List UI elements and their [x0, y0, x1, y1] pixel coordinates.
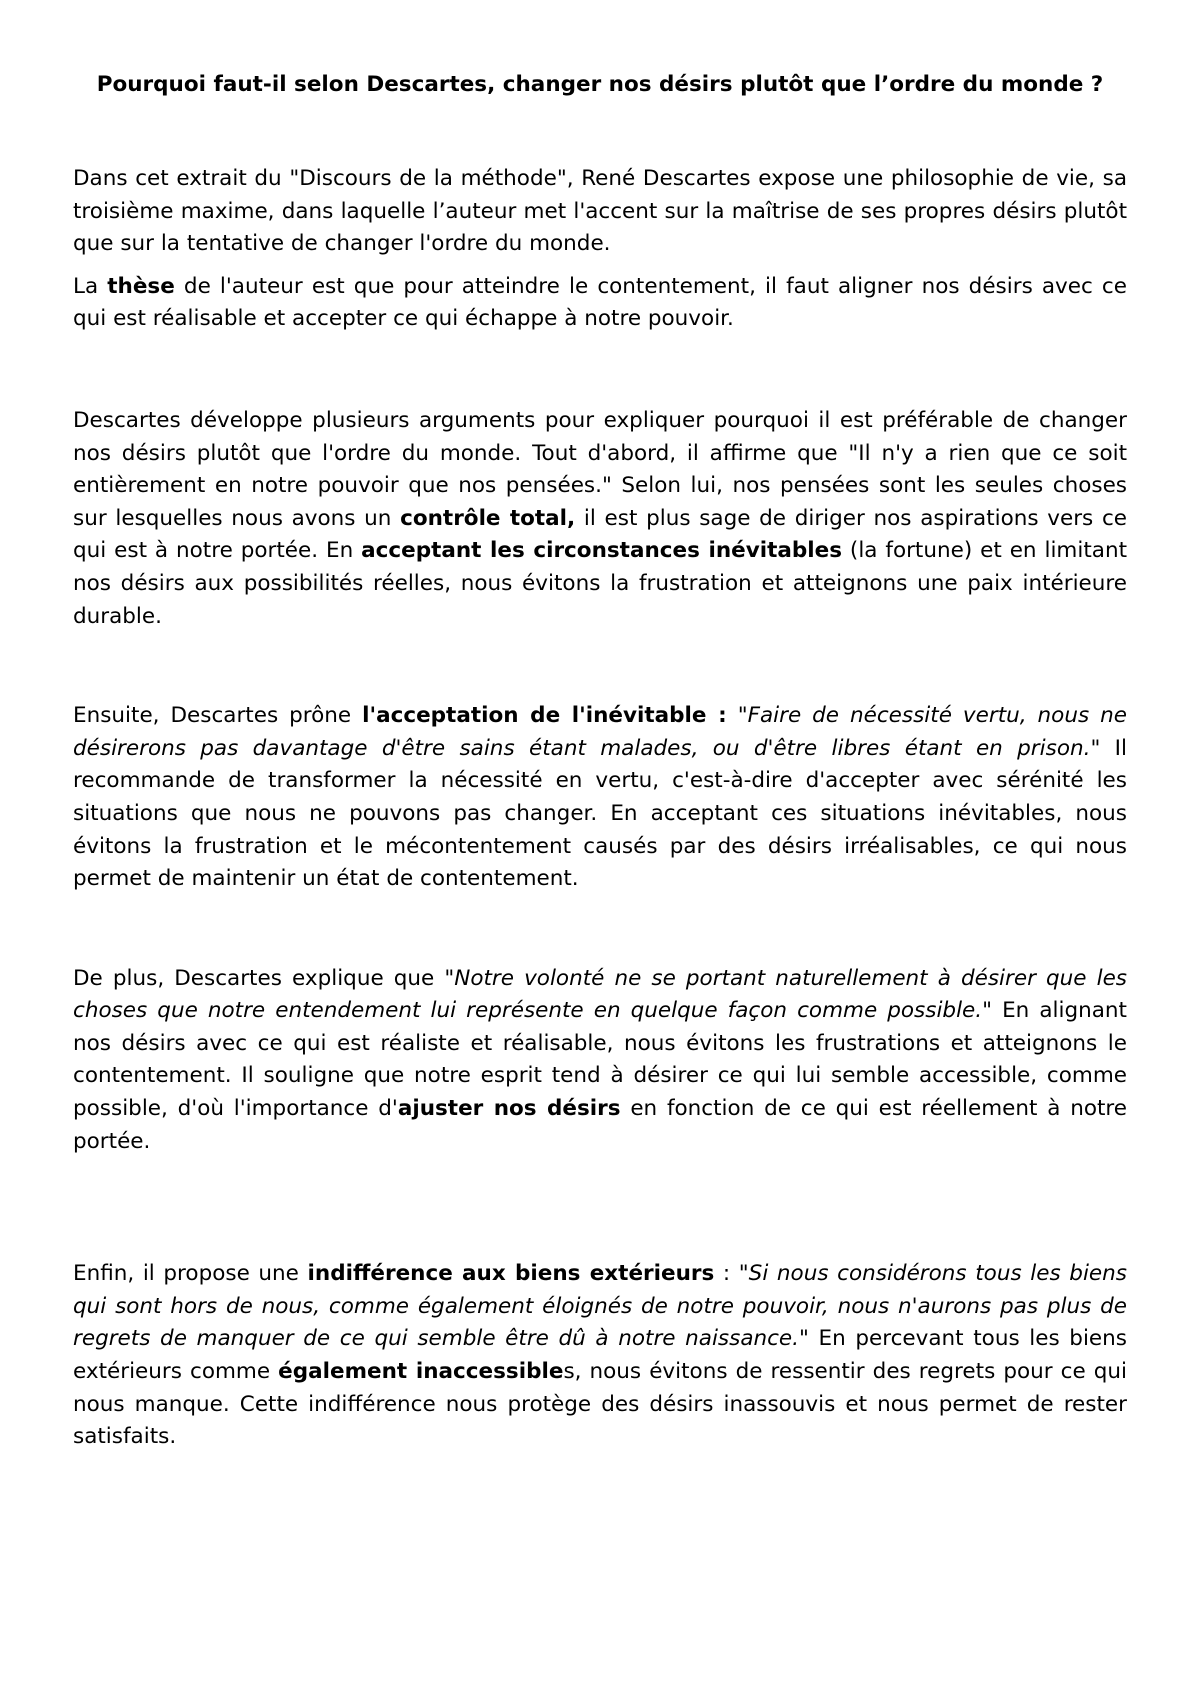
italic-quote: Si nous considérons tous les biens qui sont hors de nous, comme également éloignés de notre pouvoir, nous n'aurons pas plus de regrets de manquer de ce qui semble être dû à notre naissance. [73, 1261, 1127, 1352]
document-page [73, 68, 1127, 1454]
document-title: Pourquoi faut-il selon Descartes, changer nos désirs plutôt que l’ordre du monde ? [96, 72, 1104, 97]
paragraph-thesis [73, 271, 1127, 336]
paragraph-argument-will [73, 963, 1127, 1159]
text-run: Enfin, il propose une [73, 1261, 308, 1287]
paragraph-argument-thoughts [73, 405, 1127, 633]
paragraph-argument-indifference [73, 1258, 1127, 1454]
bold-run: l'acceptation de l'inévitable : [362, 703, 727, 729]
bold-run: ajuster nos désirs [397, 1096, 621, 1122]
bold-run: contrôle total, [400, 505, 576, 531]
bold-run: indifférence aux biens extérieurs [307, 1261, 715, 1287]
text-run: " Il recommande de transformer la nécessité en vertu, c'est-à-dire d'accepter avec sérénité les situations que nous ne pouvons pas changer. En acceptant ces situations inévitables, nous évitons la frustration et le mécontentement causés par des désirs irréalisables, ce qui nous permet de maintenir un état de contentement. [73, 735, 1127, 892]
text-run: en fonction de ce qui est réellement à notre portée. [73, 1096, 1128, 1154]
text-run: Descartes développe plusieurs arguments pour expliquer pourquoi il est préférable de changer nos désirs plutôt que l'ordre du monde. Tout d'abord, il affirme que "Il n'y a rien que ce soit entièrement en notre pouvoir que nos pensées." Selon lui, nos pensées sont les seules choses sur lesquelles nous avons un [73, 407, 1127, 531]
text-run: de l'auteur est que pour atteindre le contentement, il faut aligner nos désirs avec ce qui est réalisable et accepter ce qui échappe à notre pouvoir. [73, 273, 1127, 332]
text-run: De plus, Descartes explique que " [73, 965, 455, 991]
text-run: " [726, 703, 748, 729]
text-run: " En percevant tous les biens extérieurs comme [73, 1326, 1127, 1385]
italic-quote: Faire de nécessité vertu, nous ne désirerons pas davantage d'être sains étant malades, ou d'être libres étant en prison. [73, 703, 1127, 761]
text-run: s, nous évitons de ressentir des regrets pour ce qui nous manque. Cette indifférence nous protège des désirs inassouvis et nous permet de rester satisfaits. [73, 1359, 1128, 1450]
text-run: : " [714, 1261, 749, 1287]
paragraph-argument-acceptance [73, 700, 1127, 896]
text-run: " En alignant nos désirs avec ce qui est réaliste et réalisable, nous évitons les frustrations et atteignons le contentement. Il souligne que notre esprit tend à désirer ce qui lui semble accessible, comme possible, d'où l'importance d' [73, 998, 1127, 1122]
text-run: (la fortune) et en limitant nos désirs aux possibilités réelles, nous évitons la frustration et atteignons une paix intérieure durable. [73, 538, 1127, 629]
bold-run: également inaccessible [278, 1359, 564, 1385]
bold-run: thèse [107, 273, 175, 299]
text-run: Dans cet extrait du "Discours de la méthode", René Descartes expose une philosophie de vie, sa troisième maxime, dans laquelle l’auteur met l'accent sur la maîtrise de ses propres désirs plutôt que sur la tentative de changer l'ordre du monde. [73, 166, 1127, 257]
italic-quote: Notre volonté ne se portant naturellement à désirer que les choses que notre entendement lui représente en quelque façon comme possible. [73, 965, 1127, 1024]
bold-run: acceptant les circonstances inévitables [361, 538, 843, 564]
text-run: La [73, 273, 108, 299]
text-run: Ensuite, Descartes prône [73, 703, 363, 729]
text-run: il est plus sage de diriger nos aspirations vers ce qui est à notre portée. En [73, 505, 1127, 564]
paragraph-introduction [73, 163, 1127, 261]
